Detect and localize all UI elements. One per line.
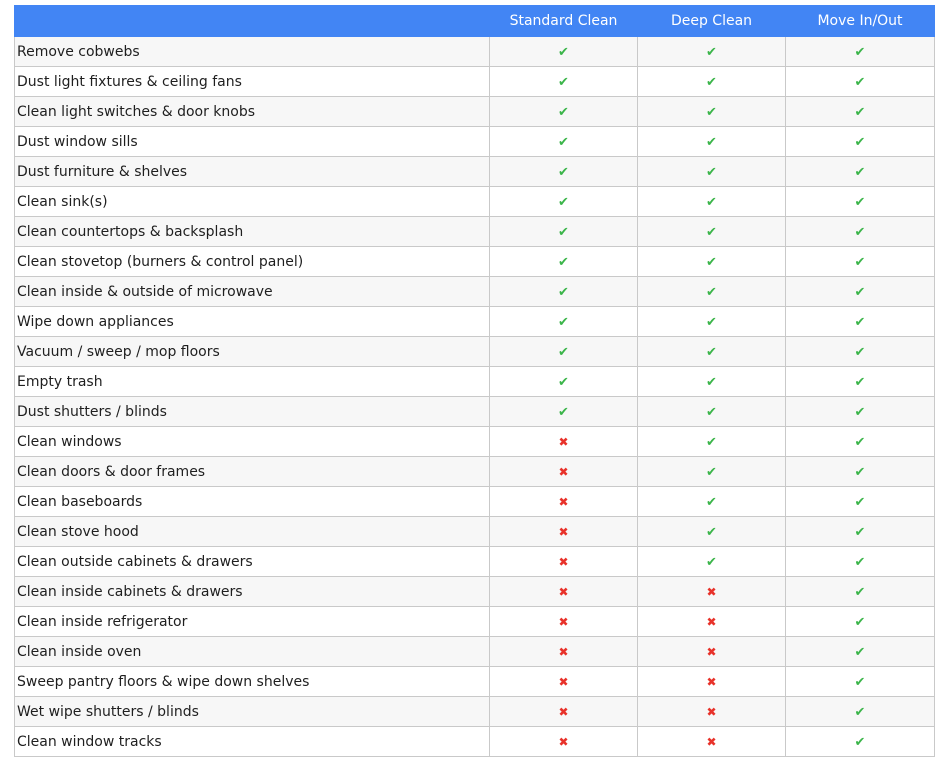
cross-icon: ✖ [558,494,569,509]
check-icon: ✔ [854,224,866,240]
cell-deep-clean [638,427,786,457]
cell-move-in-out [786,397,935,427]
cross-icon: ✖ [706,614,717,629]
task-label: Clean inside refrigerator [15,607,490,637]
cell-deep-clean [638,157,786,187]
cell-deep-clean [638,457,786,487]
cell-standard-clean [490,397,638,427]
check-icon: ✔ [558,374,569,390]
check-icon: ✔ [854,674,866,690]
cell-deep-clean [638,637,786,667]
cell-deep-clean [638,307,786,337]
comparison-table-container [14,5,934,757]
cell-move-in-out [786,427,935,457]
table-row [15,547,935,577]
cross-icon: ✖ [558,734,569,749]
cleaning-comparison-table [14,5,935,757]
check-icon: ✔ [706,404,717,420]
task-label: Dust window sills [15,127,490,157]
check-icon: ✔ [854,44,866,60]
cell-standard-clean [490,97,638,127]
check-icon: ✔ [854,734,866,750]
cross-icon: ✖ [558,674,569,689]
table-row [15,727,935,757]
task-label: Vacuum / sweep / mop floors [15,337,490,367]
cell-deep-clean [638,337,786,367]
check-icon: ✔ [558,134,569,150]
table-row [15,247,935,277]
cell-standard-clean [490,247,638,277]
check-icon: ✔ [854,404,866,420]
header-deep-clean: Deep Clean [638,6,786,37]
check-icon: ✔ [854,314,866,330]
table-row [15,277,935,307]
cell-move-in-out [786,67,935,97]
check-icon: ✔ [706,224,717,240]
check-icon: ✔ [706,464,717,480]
cell-move-in-out [786,697,935,727]
cell-deep-clean [638,517,786,547]
cell-standard-clean [490,727,638,757]
check-icon: ✔ [558,104,569,120]
cell-deep-clean [638,187,786,217]
task-label: Clean outside cabinets & drawers [15,547,490,577]
task-label: Clean countertops & backsplash [15,217,490,247]
cross-icon: ✖ [706,734,717,749]
cell-move-in-out [786,37,935,67]
table-row [15,337,935,367]
table-row [15,517,935,547]
task-label: Clean sink(s) [15,187,490,217]
check-icon: ✔ [706,434,717,450]
task-label: Remove cobwebs [15,37,490,67]
header-row [15,6,935,37]
task-label: Sweep pantry floors & wipe down shelves [15,667,490,697]
header-move-in-out: Move In/Out [786,6,935,37]
task-label: Wet wipe shutters / blinds [15,697,490,727]
cell-standard-clean [490,217,638,247]
table-row [15,157,935,187]
task-label: Clean windows [15,427,490,457]
cell-standard-clean [490,577,638,607]
cross-icon: ✖ [706,644,717,659]
cross-icon: ✖ [558,554,569,569]
cell-move-in-out [786,307,935,337]
table-row [15,667,935,697]
cell-move-in-out [786,127,935,157]
task-label: Wipe down appliances [15,307,490,337]
check-icon: ✔ [706,74,717,90]
table-row [15,457,935,487]
check-icon: ✔ [854,494,866,510]
cell-deep-clean [638,367,786,397]
cell-deep-clean [638,67,786,97]
check-icon: ✔ [706,104,717,120]
cell-standard-clean [490,67,638,97]
cell-deep-clean [638,667,786,697]
check-icon: ✔ [706,344,717,360]
cell-standard-clean [490,607,638,637]
cell-deep-clean [638,607,786,637]
table-row [15,37,935,67]
table-header [15,6,935,37]
check-icon: ✔ [558,314,569,330]
cross-icon: ✖ [558,464,569,479]
check-icon: ✔ [558,284,569,300]
check-icon: ✔ [558,194,569,210]
cell-standard-clean [490,667,638,697]
cell-move-in-out [786,577,935,607]
task-label: Dust light fixtures & ceiling fans [15,67,490,97]
check-icon: ✔ [706,44,717,60]
task-label: Empty trash [15,367,490,397]
check-icon: ✔ [854,134,866,150]
cross-icon: ✖ [558,614,569,629]
check-icon: ✔ [706,554,717,570]
cross-icon: ✖ [558,434,569,449]
cell-deep-clean [638,577,786,607]
table-row [15,607,935,637]
task-label: Clean inside cabinets & drawers [15,577,490,607]
cross-icon: ✖ [706,704,717,719]
cell-standard-clean [490,427,638,457]
cell-standard-clean [490,307,638,337]
task-label: Dust furniture & shelves [15,157,490,187]
check-icon: ✔ [854,374,866,390]
check-icon: ✔ [854,74,866,90]
cell-deep-clean [638,37,786,67]
cell-move-in-out [786,277,935,307]
table-row [15,97,935,127]
check-icon: ✔ [854,614,866,630]
task-label: Clean inside & outside of microwave [15,277,490,307]
cross-icon: ✖ [558,704,569,719]
cell-move-in-out [786,637,935,667]
cell-deep-clean [638,487,786,517]
cell-deep-clean [638,547,786,577]
cell-deep-clean [638,127,786,157]
cell-standard-clean [490,337,638,367]
cell-deep-clean [638,697,786,727]
table-row [15,367,935,397]
cell-move-in-out [786,487,935,517]
cell-move-in-out [786,457,935,487]
task-label: Clean baseboards [15,487,490,517]
cell-standard-clean [490,517,638,547]
cell-deep-clean [638,397,786,427]
cell-move-in-out [786,607,935,637]
cell-standard-clean [490,277,638,307]
cell-standard-clean [490,637,638,667]
check-icon: ✔ [706,194,717,210]
table-row [15,127,935,157]
check-icon: ✔ [558,164,569,180]
cross-icon: ✖ [706,584,717,599]
check-icon: ✔ [854,194,866,210]
table-row [15,187,935,217]
check-icon: ✔ [854,584,866,600]
cell-standard-clean [490,487,638,517]
task-label: Clean inside oven [15,637,490,667]
check-icon: ✔ [854,434,866,450]
task-label: Clean window tracks [15,727,490,757]
table-row [15,397,935,427]
cell-standard-clean [490,547,638,577]
check-icon: ✔ [854,344,866,360]
table-row [15,487,935,517]
task-label: Dust shutters / blinds [15,397,490,427]
check-icon: ✔ [854,464,866,480]
table-row [15,427,935,457]
check-icon: ✔ [558,344,569,360]
check-icon: ✔ [854,164,866,180]
header-standard-clean: Standard Clean [490,6,638,37]
cross-icon: ✖ [706,674,717,689]
cell-move-in-out [786,727,935,757]
check-icon: ✔ [706,164,717,180]
cell-deep-clean [638,247,786,277]
table-row [15,67,935,97]
check-icon: ✔ [854,554,866,570]
table-row [15,217,935,247]
cell-deep-clean [638,727,786,757]
check-icon: ✔ [854,704,866,720]
task-label: Clean stovetop (burners & control panel) [15,247,490,277]
cell-standard-clean [490,127,638,157]
cell-move-in-out [786,517,935,547]
cell-standard-clean [490,37,638,67]
check-icon: ✔ [706,524,717,540]
cell-standard-clean [490,367,638,397]
cell-move-in-out [786,367,935,397]
cell-standard-clean [490,157,638,187]
cell-standard-clean [490,697,638,727]
cell-move-in-out [786,337,935,367]
cell-move-in-out [786,97,935,127]
check-icon: ✔ [854,524,866,540]
check-icon: ✔ [706,494,717,510]
check-icon: ✔ [854,104,866,120]
header-task-column [15,6,490,37]
cell-move-in-out [786,157,935,187]
check-icon: ✔ [558,254,569,270]
cross-icon: ✖ [558,524,569,539]
check-icon: ✔ [706,314,717,330]
check-icon: ✔ [558,74,569,90]
task-label: Clean light switches & door knobs [15,97,490,127]
check-icon: ✔ [558,44,569,60]
check-icon: ✔ [558,224,569,240]
task-label: Clean stove hood [15,517,490,547]
cross-icon: ✖ [558,584,569,599]
table-row [15,307,935,337]
cell-move-in-out [786,217,935,247]
task-label: Clean doors & door frames [15,457,490,487]
cell-move-in-out [786,187,935,217]
check-icon: ✔ [854,644,866,660]
cross-icon: ✖ [558,644,569,659]
table-body [15,37,935,757]
table-row [15,637,935,667]
cell-move-in-out [786,667,935,697]
cell-move-in-out [786,247,935,277]
cell-move-in-out [786,547,935,577]
cell-standard-clean [490,187,638,217]
check-icon: ✔ [706,254,717,270]
table-row [15,697,935,727]
check-icon: ✔ [706,374,717,390]
cell-deep-clean [638,217,786,247]
check-icon: ✔ [854,254,866,270]
cell-deep-clean [638,97,786,127]
table-row [15,577,935,607]
cell-deep-clean [638,277,786,307]
check-icon: ✔ [558,404,569,420]
check-icon: ✔ [854,284,866,300]
cell-standard-clean [490,457,638,487]
check-icon: ✔ [706,134,717,150]
check-icon: ✔ [706,284,717,300]
